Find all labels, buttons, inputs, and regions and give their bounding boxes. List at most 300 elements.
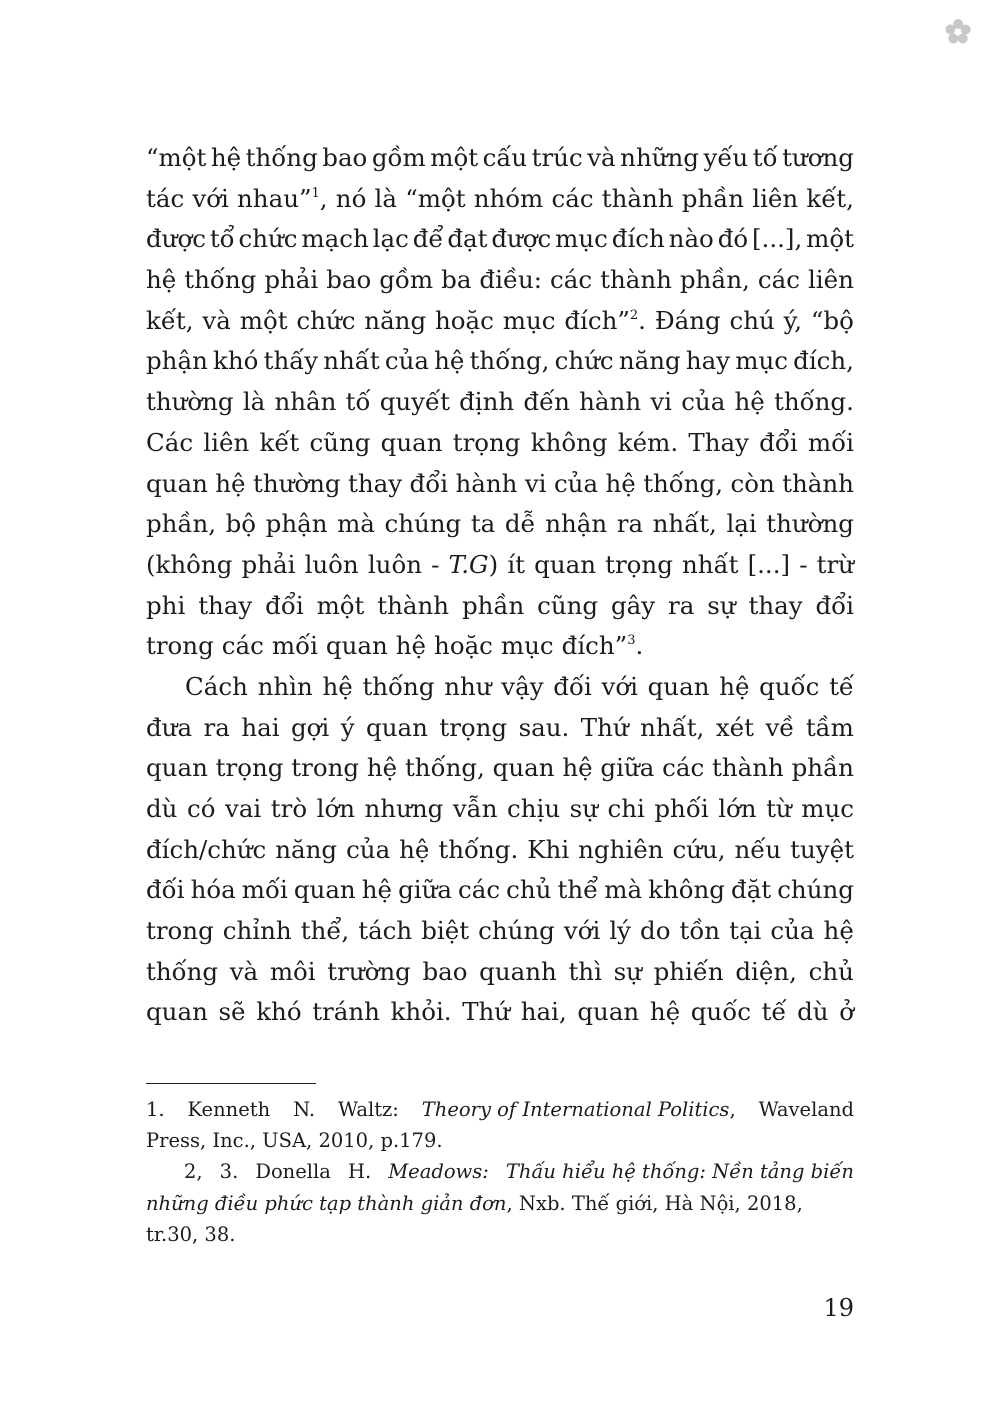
word: tuyệt: [790, 834, 854, 864]
word: hành: [455, 468, 518, 498]
word: một: [806, 224, 854, 254]
word: phần,: [679, 265, 750, 295]
word: là: [242, 387, 266, 417]
text-line: [146, 708, 854, 749]
word: thành: [782, 468, 854, 498]
word: giữa: [600, 753, 655, 783]
footnote-word: 3.: [219, 1160, 239, 1184]
word: gồm: [371, 143, 426, 172]
word: phải: [264, 265, 319, 295]
word: thường: [766, 509, 854, 539]
word: chức: [554, 346, 614, 376]
word: liên: [203, 427, 250, 457]
word: cũng: [537, 590, 599, 620]
word: T.G): [448, 549, 499, 579]
word: hệ: [361, 875, 393, 905]
word: đổi: [759, 427, 798, 457]
word: hành: [579, 387, 642, 417]
word: tố: [752, 143, 778, 172]
word: thì: [568, 956, 602, 986]
word: nếu: [734, 834, 782, 864]
word: mục: [500, 631, 554, 661]
word: nó: [335, 183, 367, 213]
word: thấy: [263, 346, 319, 376]
text-line: [146, 260, 854, 301]
word: hệ: [215, 468, 246, 498]
word: trọng: [215, 753, 284, 783]
word: nhất: [323, 346, 380, 376]
word: đổi: [409, 468, 449, 498]
word: khó: [213, 346, 259, 376]
footnote-marker: 1: [311, 185, 320, 201]
text-line: [146, 464, 854, 505]
word: hệ: [146, 265, 177, 295]
text-line: [146, 423, 854, 464]
word: quanh: [479, 956, 557, 986]
word: lạc: [372, 224, 409, 254]
word: các: [221, 631, 264, 661]
text-line: [146, 138, 854, 179]
word: vi: [650, 387, 672, 417]
word: là: [374, 183, 397, 213]
word: kết,: [146, 305, 194, 335]
word: trọng: [452, 427, 521, 457]
word: của: [681, 387, 726, 417]
word: cũng: [309, 427, 371, 457]
word: “bộ: [810, 305, 854, 335]
word: chủ: [808, 956, 854, 986]
word: ra: [203, 712, 230, 742]
footnote-2-pages: tr.30, 38.: [146, 1222, 236, 1246]
word: bao: [422, 956, 468, 986]
word: nhất: [682, 549, 739, 579]
word: luôn: [304, 549, 359, 579]
word: mối: [241, 875, 288, 905]
word: quan: [146, 997, 208, 1027]
word: thành: [601, 183, 674, 213]
word: đích/chức: [146, 834, 267, 864]
word: đặt: [731, 875, 772, 905]
word: thống,: [469, 346, 550, 376]
word: cấu: [482, 143, 528, 172]
word: trong: [146, 631, 214, 661]
word: diện,: [735, 956, 797, 986]
word: về: [765, 712, 795, 742]
word: [...]: [747, 549, 791, 579]
text-line: [146, 504, 854, 545]
word: thể: [557, 875, 599, 905]
word: thành: [600, 265, 672, 295]
word: quan: [380, 427, 443, 457]
word: vẫn: [452, 794, 498, 823]
word: hệ: [734, 387, 765, 417]
word: đích”$^2$.: [564, 305, 646, 335]
word: mục: [801, 794, 854, 823]
word: đến: [523, 387, 570, 417]
word: nhận: [545, 509, 608, 539]
word: thay: [748, 590, 803, 620]
footnote-word: Theory of International Politics,: [421, 1098, 736, 1121]
word: gây: [611, 590, 656, 620]
word: mà: [604, 875, 643, 905]
word: Đáng: [654, 305, 721, 335]
word: các: [550, 265, 593, 295]
footnote-word: H.: [347, 1160, 372, 1184]
word: Các: [146, 427, 194, 457]
word: hệ: [434, 346, 465, 376]
word: hoặc: [435, 305, 494, 335]
word: nhóm: [473, 183, 544, 213]
word: ít: [507, 549, 526, 579]
word: đó: [717, 224, 749, 254]
word: hệ: [210, 143, 242, 172]
word: tố: [345, 387, 371, 417]
word: từ: [766, 794, 792, 823]
word: yếu: [703, 143, 749, 172]
word: sẽ: [218, 997, 246, 1027]
word: thống: [146, 956, 219, 986]
word: chi: [607, 794, 645, 823]
word: nhau”$^1$,: [237, 183, 328, 213]
word: các: [551, 183, 594, 213]
footnote-1-continued: [146, 1125, 854, 1156]
footnote-word: Thấu hiểu hệ thống: Nền tảng biến: [505, 1160, 854, 1184]
text-line: [146, 382, 854, 423]
footnote-2: [146, 1156, 854, 1187]
word: do: [640, 916, 671, 946]
word: nhất,: [640, 712, 705, 742]
word: định: [459, 387, 515, 417]
text-line: [146, 952, 854, 993]
word: với: [563, 916, 601, 946]
word: tránh: [312, 997, 380, 1027]
word: thống: [245, 143, 318, 172]
word: quyết: [379, 387, 450, 417]
word: của: [553, 468, 599, 498]
word: đích”$^3$.: [561, 631, 644, 661]
word: đích,: [793, 346, 854, 376]
word: quốc: [690, 997, 751, 1027]
word: chú: [729, 305, 775, 335]
word: trường: [327, 956, 411, 986]
footnote-2-continued: [146, 1188, 854, 1219]
word: thành: [712, 753, 784, 783]
word: Khi: [527, 834, 570, 864]
word: quan: [146, 468, 208, 498]
word: hệ: [649, 997, 681, 1027]
word: môi: [269, 956, 316, 986]
word: phần: [461, 590, 525, 620]
word: quan: [325, 631, 388, 661]
text-line: [146, 586, 854, 627]
word: nhưng: [364, 794, 444, 823]
word: chức: [238, 224, 298, 254]
word: thể,: [300, 916, 350, 946]
word: một: [239, 305, 288, 335]
word: điều:: [479, 265, 543, 295]
word: vậy: [501, 671, 544, 701]
word: tương: [782, 143, 854, 172]
word: lớn: [316, 794, 355, 823]
word: trừ: [816, 549, 854, 579]
word: hệ: [322, 671, 353, 701]
word: dù: [146, 794, 178, 823]
word: chủ: [506, 875, 552, 905]
word: bộ: [225, 509, 257, 539]
footnote-word: Waveland: [758, 1098, 854, 1121]
word: thay: [198, 590, 253, 620]
word: mạch: [301, 224, 369, 254]
word: hoặc: [434, 631, 493, 661]
word: ba: [441, 265, 472, 295]
text-line: [146, 626, 854, 667]
word: chức: [296, 305, 356, 335]
word: năng: [275, 834, 338, 864]
word: còn: [730, 468, 775, 498]
word: và: [202, 305, 231, 335]
word: tầm: [805, 712, 854, 742]
word: thống.: [774, 387, 854, 417]
word: ta: [470, 509, 496, 539]
word: với: [192, 183, 229, 213]
word: thay: [348, 468, 403, 498]
word: vai: [224, 794, 262, 823]
word: tế: [829, 671, 854, 701]
footnote-2-end: [146, 1219, 854, 1250]
word: với: [601, 671, 638, 701]
word: khó: [256, 997, 302, 1027]
word: của: [770, 916, 815, 946]
footnote-marker: 3: [627, 633, 636, 649]
word: -: [799, 549, 808, 579]
word: đổi: [265, 590, 304, 620]
word: trò: [270, 794, 308, 823]
word: tác: [146, 183, 185, 213]
word: quan: [293, 875, 356, 905]
word: ở: [839, 997, 854, 1027]
word: đưa: [146, 712, 193, 742]
word: các: [662, 753, 705, 783]
word: nhất,: [652, 509, 717, 539]
page-number: 19: [823, 1294, 854, 1322]
word: trong: [291, 753, 360, 783]
word: kết: [259, 427, 300, 457]
word: “một: [405, 183, 466, 213]
text-line: [146, 789, 854, 830]
word: như: [444, 671, 492, 701]
word: các: [757, 265, 800, 295]
word: nào: [668, 224, 714, 254]
word: sau.: [518, 712, 570, 742]
word: sự: [569, 794, 598, 823]
footnote-word: N.: [293, 1098, 316, 1121]
word: và: [229, 956, 259, 986]
word: có: [186, 794, 216, 823]
word: ra: [616, 509, 644, 539]
text-line: [146, 748, 854, 789]
word: đối: [146, 875, 185, 905]
word: lớn: [718, 794, 757, 823]
word: trong: [146, 916, 214, 946]
word: được: [491, 224, 552, 254]
word: hệ: [719, 671, 750, 701]
word: khỏi.: [390, 997, 452, 1027]
word: quan: [366, 712, 428, 742]
word: phiến: [653, 956, 724, 986]
word: đổi: [815, 590, 854, 620]
word: phải: [241, 549, 296, 579]
word: nhân: [274, 387, 337, 417]
word: sự: [707, 590, 736, 620]
word: thống,: [643, 468, 724, 498]
footnote-marker: 2: [629, 307, 639, 323]
footnotes: [146, 1094, 854, 1250]
word: (không: [146, 549, 233, 579]
footnote-word: Donella: [255, 1160, 331, 1184]
footnote-word: Meadows:: [388, 1160, 489, 1184]
word: hóa: [190, 875, 236, 905]
word: xét: [715, 712, 754, 742]
word: tồn: [679, 916, 721, 946]
word: Cách: [185, 671, 248, 701]
word: hệ: [399, 834, 430, 864]
footnote-separator: [146, 1083, 316, 1084]
word: năng: [618, 346, 681, 376]
word: thống: [184, 265, 257, 295]
word: của: [346, 834, 391, 864]
word: nhìn: [257, 671, 313, 701]
word: liên: [807, 265, 854, 295]
word: vi: [524, 468, 547, 498]
word: Thứ: [462, 997, 511, 1027]
word: -: [431, 549, 440, 579]
word: thường: [252, 468, 341, 498]
text-line: [146, 667, 854, 708]
flower-ornament-icon: [944, 18, 972, 46]
word: tách: [358, 916, 413, 946]
word: của: [384, 346, 429, 376]
word: mục: [735, 346, 788, 376]
word: mối: [807, 427, 854, 457]
word: để: [412, 224, 444, 254]
word: lý: [609, 916, 631, 946]
word: quốc: [759, 671, 820, 701]
word: trọng: [439, 712, 508, 742]
word: đối: [553, 671, 592, 701]
word: tại: [729, 916, 762, 946]
word: gợi: [291, 712, 330, 742]
word: mục: [502, 305, 556, 335]
word: hệ: [562, 753, 593, 783]
word: phận: [265, 509, 328, 539]
word: thống.: [438, 834, 519, 864]
word: và: [587, 143, 616, 172]
word: phối: [654, 794, 709, 823]
word: dù: [797, 997, 829, 1027]
word: hệ: [395, 631, 427, 661]
word: chỉnh: [222, 916, 292, 946]
footnote-word: Waltz:: [337, 1098, 399, 1121]
word: quan: [534, 549, 596, 579]
body-text: [146, 138, 854, 1033]
word: lại: [726, 509, 757, 539]
word: trúc: [531, 143, 583, 172]
word: Thứ: [580, 712, 629, 742]
word: thống: [362, 671, 435, 701]
word: hệ: [605, 468, 636, 498]
word: hai: [241, 712, 280, 742]
word: phi: [146, 590, 186, 620]
word: không: [530, 427, 608, 457]
word: chúng: [384, 509, 462, 539]
word: cứu,: [672, 834, 726, 864]
word: thường: [146, 387, 234, 417]
word: liên: [752, 183, 799, 213]
word: kết,: [806, 183, 854, 213]
text-line: [146, 341, 854, 382]
word: được: [146, 224, 206, 254]
word: phận: [146, 346, 208, 376]
word: luôn: [367, 549, 422, 579]
word: biệt: [421, 916, 470, 946]
word: một: [316, 590, 365, 620]
word: mục: [555, 224, 608, 254]
word: bao: [326, 265, 372, 295]
word: chúng: [777, 875, 854, 905]
word: ý: [340, 712, 355, 742]
word: phần,: [146, 509, 217, 539]
word: dễ: [504, 509, 536, 539]
word: ý,: [783, 305, 803, 335]
word: những: [620, 143, 699, 172]
text-line: [146, 830, 854, 871]
text-line: [146, 179, 854, 220]
word: năng: [364, 305, 427, 335]
word: trọng: [605, 549, 673, 579]
word: tế: [761, 997, 787, 1027]
word: kém.: [617, 427, 679, 457]
word: tổ: [209, 224, 235, 254]
word: gồm: [379, 265, 434, 295]
word: các: [458, 875, 501, 905]
word: chịu: [507, 794, 561, 823]
word: quan: [577, 997, 640, 1027]
word: một: [430, 143, 479, 172]
footnote-word: 1.: [146, 1098, 165, 1121]
word: “một: [146, 143, 207, 172]
text-line: [146, 870, 854, 911]
word: hệ: [823, 916, 854, 946]
word: [...],: [752, 224, 803, 254]
text-line: [146, 219, 854, 260]
footnote-word: Kenneth: [187, 1098, 271, 1121]
word: đích: [611, 224, 665, 254]
text-line: [146, 545, 854, 586]
word: hệ: [366, 753, 398, 783]
word: không: [648, 875, 725, 905]
word: ra: [668, 590, 695, 620]
text-line: [146, 911, 854, 952]
word: giữa: [398, 875, 452, 905]
word: quan: [647, 671, 710, 701]
word: quan: [146, 753, 208, 783]
word: mối: [271, 631, 318, 661]
word: phần: [791, 753, 854, 783]
text-line: [146, 301, 854, 342]
word: hai,: [520, 997, 567, 1027]
word: nghiên: [578, 834, 664, 864]
word: thống,: [404, 753, 485, 783]
